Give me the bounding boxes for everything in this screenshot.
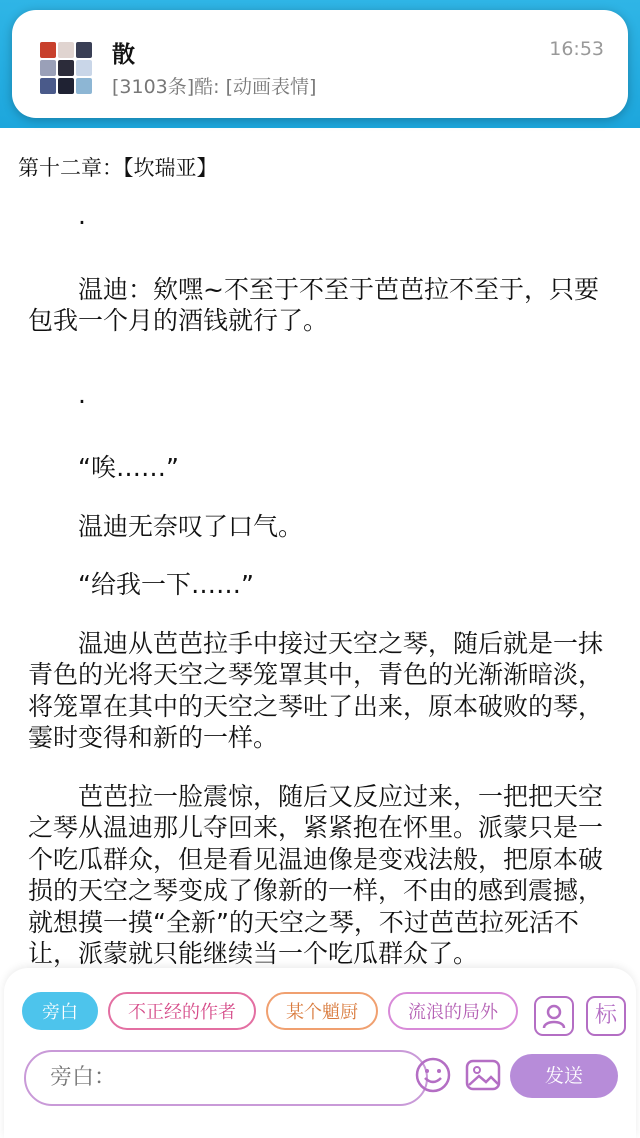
notification-title: 散 <box>112 42 135 68</box>
tag-icon[interactable]: 标 <box>586 996 626 1036</box>
role-chip-list <box>22 992 522 1036</box>
story-paragraph: 芭芭拉一脸震惊，随后又反应过来，一把把天空之琴从温迪那儿夺回来，紧紧抱在怀里。派蒙只是一个吃瓜群众，但是看见温迪像是变戏法般，把原本破损的天空之琴变成了像新的一样，不由的感到震撼，就想摸一摸“全新”的天空之琴，不过芭芭拉死活不让，派蒙就只能继续当一个吃瓜群众了。 <box>28 781 604 968</box>
story-paragraph: . <box>78 379 86 409</box>
notification-time: 16:53 <box>549 38 604 60</box>
story-paragraph: 温迪从芭芭拉手中接过天空之琴，随后就是一抹青色的光将天空之琴笼罩其中，青色的光渐渐暗淡，将笼罩在其中的天空之琴吐了出来，原本破败的琴，霎时变得和新的一样。 <box>28 628 604 752</box>
composer-panel <box>4 968 636 1138</box>
chapter-title: 第十二章：【坎瑞亚】 <box>18 156 218 180</box>
role-chip-xiao-fan[interactable]: 某个魈厨 <box>266 992 378 1030</box>
emoji-icon[interactable] <box>414 1056 452 1094</box>
role-chip-author[interactable]: 不正经的作者 <box>108 992 256 1030</box>
person-icon <box>536 998 572 1034</box>
story-text <box>28 200 618 997</box>
group-avatar <box>40 42 92 94</box>
notification-message: [3103条]酷: [动画表情] <box>112 76 317 98</box>
story-paragraph: 温迪：欸嘿~不至于不至于芭芭拉不至于，只要包我一个月的酒钱就行了。 <box>28 274 599 335</box>
story-paragraph: 温迪无奈叹了口气。 <box>78 511 304 541</box>
story-paragraph: . <box>78 201 86 230</box>
role-chip-outsider[interactable]: 流浪的局外 <box>388 992 518 1030</box>
image-icon[interactable] <box>464 1056 502 1094</box>
role-manage-icon[interactable] <box>534 996 574 1036</box>
send-button[interactable]: 发送 <box>510 1054 618 1098</box>
story-paragraph: “唉……” <box>78 453 179 482</box>
role-chip-narrator[interactable]: 旁白 <box>22 992 98 1030</box>
message-notification[interactable] <box>12 10 628 118</box>
story-paragraph: “给我一下……” <box>78 570 254 599</box>
message-input[interactable] <box>24 1050 428 1106</box>
